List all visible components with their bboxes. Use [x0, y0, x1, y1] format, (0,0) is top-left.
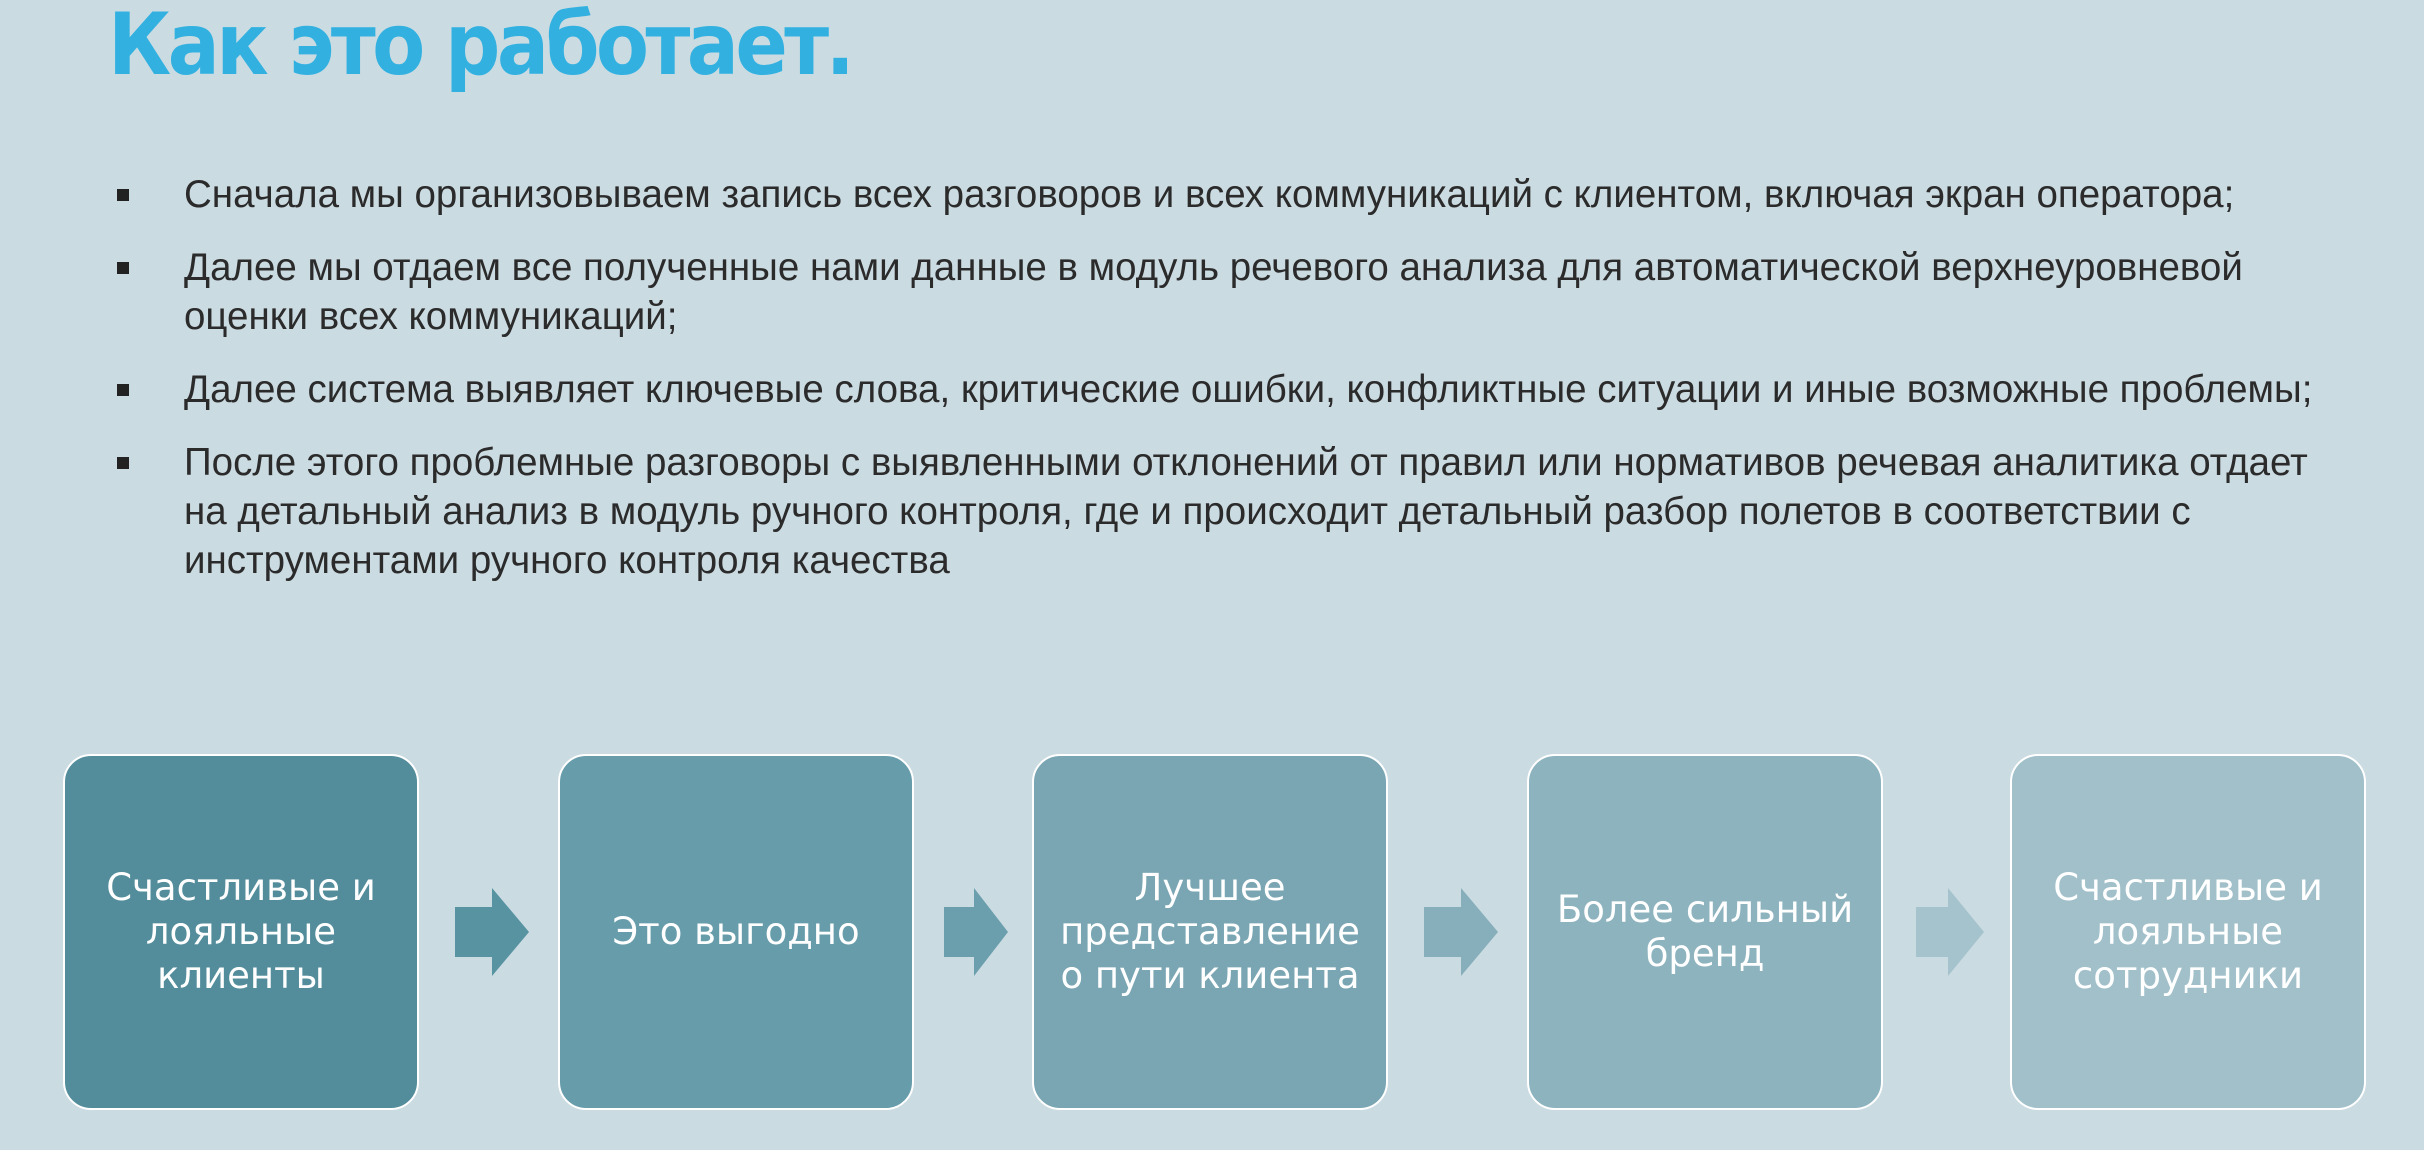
- flow-step-customer-journey: [1032, 754, 1388, 1110]
- flow-step-label: Лучшее представление о пути клиента: [1060, 866, 1360, 997]
- flow-step-profitable: [558, 754, 914, 1110]
- flow-step-label: Счастливые и лояльные сотрудники: [2053, 866, 2323, 997]
- flow-step-stronger-brand: [1527, 754, 1883, 1110]
- flow-step-happy-employees: [2010, 754, 2366, 1110]
- bullet-text-4: После этого проблемные разговоры с выявленными отклонений от правил или нормативов речевая аналитика отдает на детальный анализ в модуль ручного контроля, где и происходит детальный разбор полетов в соответствии с инструментами ручного контроля качества: [184, 441, 2308, 582]
- bullet-text-2: Далее мы отдаем все полученные нами данные в модуль речевого анализа для автоматической верхнеуровневой оценки всех коммуникаций;: [184, 246, 2243, 338]
- flow-step-label: Счастливые и лояльные клиенты: [106, 866, 376, 997]
- arrow-right-icon: [455, 888, 529, 976]
- flow-step-label: Более сильный бренд: [1556, 888, 1854, 975]
- arrow-right-icon: [944, 888, 1018, 976]
- flow-step-happy-customers: [63, 754, 419, 1110]
- arrow-right-icon: [1916, 888, 1990, 976]
- bullet-text-1: Сначала мы организовываем запись всех разговоров и всех коммуникаций с клиентом, включая экран оператора;: [184, 173, 2235, 216]
- arrow-right-icon: [1424, 888, 1498, 976]
- bullet-text-3: Далее система выявляет ключевые слова, критические ошибки, конфликтные ситуации и иные возможные проблемы;: [184, 368, 2313, 411]
- flow-step-label: Это выгодно: [612, 910, 860, 953]
- slide-title: Как это работает.: [108, 0, 852, 95]
